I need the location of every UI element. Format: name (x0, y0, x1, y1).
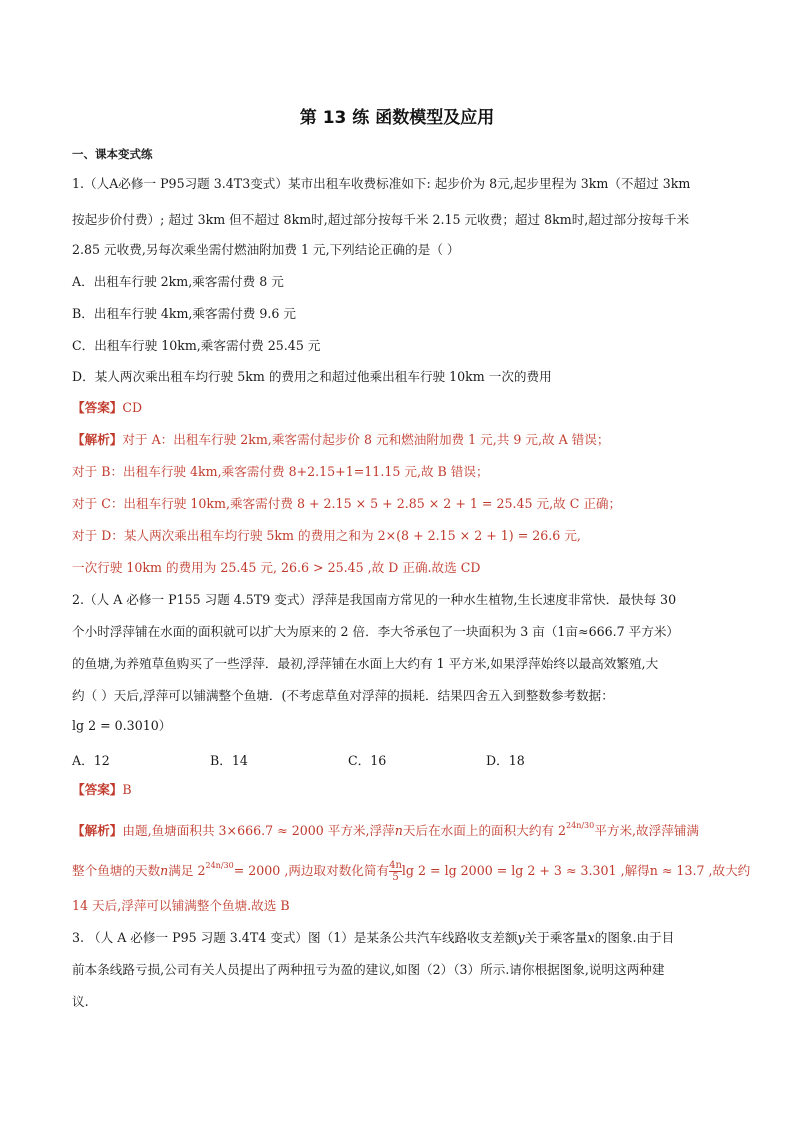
q3-text: 的图象.由于目 (594, 930, 675, 945)
analysis-label: 【解析】 (72, 432, 123, 447)
exponent: 24n/30 (566, 821, 595, 830)
q3-text: 3. （人 A 必修一 P95 习题 3.4T4 变式）图（1）是某条公共汽车线路收支差额 (72, 930, 518, 945)
q3-stem-line-3: 议. (72, 994, 89, 1009)
analysis-text: 天后在水面上的面积大约有 2 (402, 823, 567, 838)
analysis-label: 【解析】 (72, 823, 123, 838)
q1-stem-line-3: 2.85 元收费,另每次乘坐需付燃油附加费 1 元,下列结论正确的是（ ） (72, 242, 460, 257)
answer-label: 【答案】 (72, 782, 123, 797)
q2-answer (72, 782, 132, 798)
analysis-text: n ≈ 13.7 ,故大约 (649, 863, 751, 878)
q3-stem-line-2: 前本条线路亏损,公司有关人员提出了两种扭亏为盈的建议,如图（2）（3）所示.请你根据图象,说明这两种建 (72, 962, 665, 977)
variable-y: y (517, 930, 525, 945)
q1-option-d: D．某人两次乘出租车均行驶 5km 的费用之和超过他乘出租车行驶 10km 一次的费用 (72, 369, 552, 384)
q1-analysis-line-5: 一次行驶 10km 的费用为 25.45 元, 26.6 > 25.45 ,故 D 正确.故选 CD (72, 560, 481, 575)
q2-option-d: D．18 (486, 753, 525, 768)
answer-label: 【答案】 (72, 400, 123, 415)
q2-stem-line-2: 个小时浮萍铺在水面的面积就可以扩大为原来的 2 倍．李大爷承包了一块面积为 3 亩（1亩≈666.7 平方米） (72, 624, 680, 639)
variable-x: x (587, 930, 595, 945)
analysis-text: lg 2 = lg 2000 = lg 2 + 3 ≈ 3.301 ,解得 (401, 863, 650, 878)
q2-stem-line-3: 的鱼塘,为养殖草鱼购买了一些浮萍．最初,浮萍铺在水面上大约有 1 平方米,如果浮萍始终以最高效繁殖,大 (72, 656, 659, 671)
analysis-text: 由题,鱼塘面积共 3×666.7 ≈ 2000 平方米,浮萍 (122, 823, 395, 838)
fraction (389, 860, 402, 883)
analysis-text: = 2000 ,两边取对数化简有 (233, 863, 390, 878)
q2-stem-line-4: 约（ ）天后,浮萍可以铺满整个鱼塘．(不考虑草鱼对浮萍的损耗．结果四舍五入到整数参考数据： (72, 688, 614, 703)
q2-analysis-line-1 (72, 818, 699, 839)
q1-option-a: A．出租车行驶 2km,乘客需付费 8 元 (72, 274, 284, 289)
answer-value: CD (122, 400, 143, 415)
q2-option-a: A．12 (72, 753, 110, 768)
q1-answer (72, 400, 142, 416)
fraction-denominator: 5 (392, 872, 399, 883)
q1-option-b: B．出租车行驶 4km,乘客需付费 9.6 元 (72, 306, 297, 321)
analysis-text: 平方米,故浮萍铺满 (594, 823, 700, 838)
exponent: 24n/30 (205, 861, 234, 870)
section-heading: 一、课本变式练 (72, 147, 153, 161)
q2-analysis-line-2 (72, 858, 750, 883)
variable-n: n (394, 823, 403, 838)
analysis-text: 满足 2 (168, 863, 206, 878)
q2-option-b: B．14 (210, 753, 248, 768)
q1-stem-line-2: 按起步价付费）; 超过 3km 但不超过 8km时,超过部分按每千米 2.15 元收费；超过 8km时,超过部分按每千米 (72, 212, 690, 227)
fraction-numerator: 4n (389, 860, 402, 871)
page-title: 第 13 练 函数模型及应用 (299, 108, 495, 128)
q1-analysis-line-3: 对于 C：出租车行驶 10km,乘客需付费 8 + 2.15 × 5 + 2.85 × 2 + 1 = 25.45 元,故 C 正确； (72, 496, 622, 511)
q2-stem-line-1: 2.（人 A 必修一 P155 习题 4.5T9 变式）浮萍是我国南方常见的一种水生植物,生长速度非常快．最快每 30 (72, 592, 677, 607)
q1-analysis-line-4: 对于 D：某人两次乘出租车均行驶 5km 的费用之和为 2×(8 + 2.15 × 2 + 1) = 26.6 元, (72, 528, 581, 543)
q2-option-c: C．16 (348, 753, 387, 768)
q3-stem-line-1 (72, 930, 674, 946)
variable-n: n (160, 863, 169, 878)
answer-value: B (122, 782, 132, 797)
q2-analysis-line-3: 14 天后,浮萍可以铺满整个鱼塘.故选 B (72, 898, 290, 913)
q3-text: 关于乘客量 (524, 930, 588, 945)
analysis-text: 整个鱼塘的天数 (72, 863, 161, 878)
q1-option-c: C．出租车行驶 10km,乘客需付费 25.45 元 (72, 338, 321, 353)
q1-analysis-line-1 (72, 432, 609, 448)
q1-analysis-line-2: 对于 B：出租车行驶 4km,乘客需付费 8+2.15+1=11.15 元,故 B 错误； (72, 464, 489, 479)
analysis-text: 对于 A：出租车行驶 2km,乘客需付起步价 8 元和燃油附加费 1 元,共 9 元,故 A 错误； (122, 432, 610, 447)
q1-stem-line-1: 1.（人A必修一 P95习题 3.4T3变式）某市出租车收费标准如下: 起步价为 8元,起步里程为 3km（不超过 3km (72, 176, 691, 191)
q2-stem-line-5: lg 2 = 0.3010） (72, 718, 172, 733)
